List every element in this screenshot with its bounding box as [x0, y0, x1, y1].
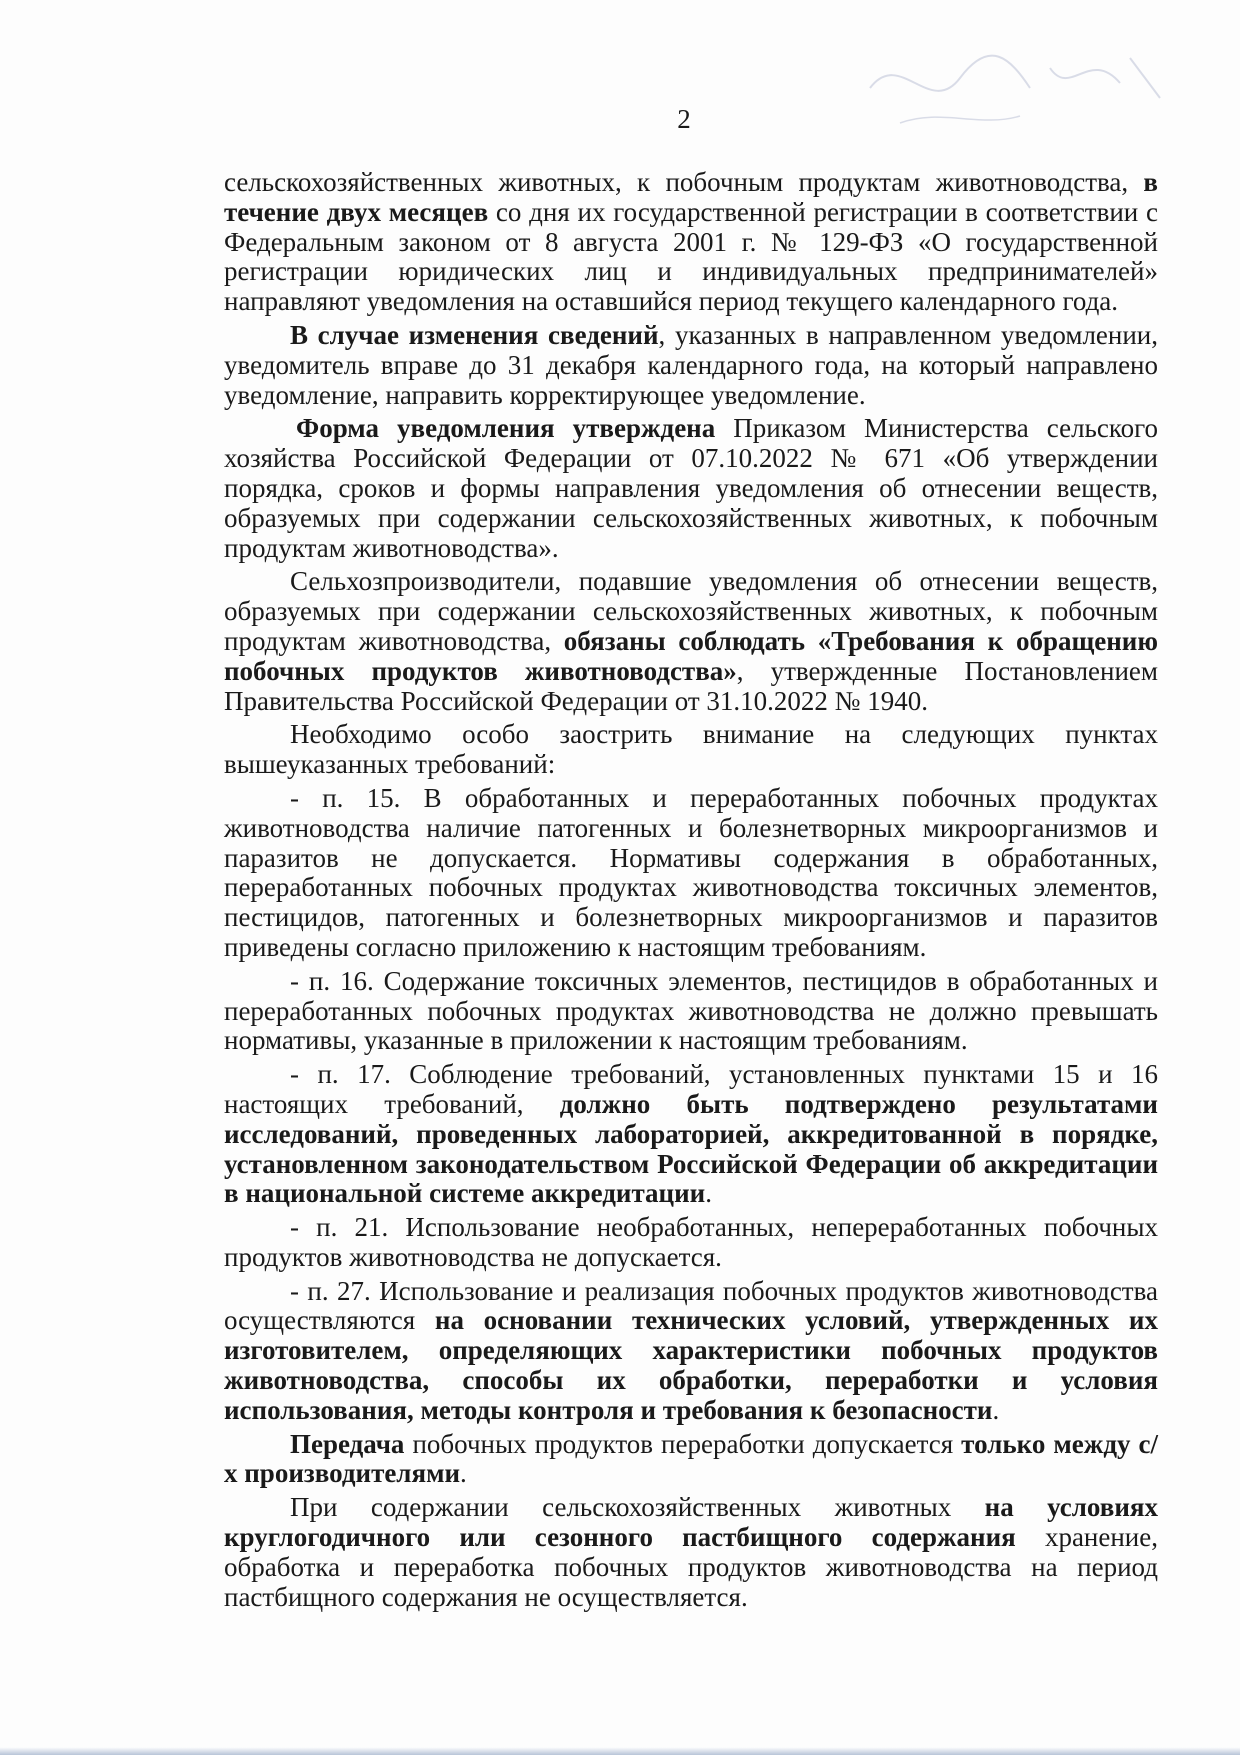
text-run: побочных продуктов переработки допускается: [404, 1428, 962, 1459]
text-run: Сельхозпроизводители, подавшие уведомления об отнесении веществ, образуемых при содержании сельскохозяйственных животных, к побочным продуктам животноводства,: [224, 566, 1158, 656]
document-body: [224, 168, 1158, 1616]
text-run: со дня их государственной регистрации в соответствии с Федеральным законом от 8 августа 2001 г. № 129-ФЗ «О государственной регистрации юридических лиц и индивидуальных предпринимателей» направляют уведомления на оставшийся период текущего календарного года.: [224, 196, 1158, 317]
text-run: , утвержденные Постановлением Правительства Российской Федерации от 31.10.2022 № 1940.: [224, 655, 1158, 716]
paragraph: [224, 321, 1158, 410]
bold-text: на основании технических условий, утвержденных их изготовителем, определяющих характеристики побочных продуктов животноводства, способы их обработки, переработки и условия использования, методы контроля и требования к безопасности: [224, 1305, 1158, 1425]
text-run: - п. 27. Использование и реализация побочных продуктов животноводства осуществляются: [224, 1275, 1158, 1336]
text-run: - п. 17. Соблюдение требований, установленных пунктами 15 и 16 настоящих требований,: [224, 1059, 1158, 1119]
bold-text: Передача: [290, 1428, 405, 1459]
paragraph: [224, 1060, 1158, 1209]
paragraph: [224, 567, 1158, 716]
text-run: Необходимо особо заострить внимание на следующих пунктах вышеуказанных требований:: [224, 719, 1158, 780]
bold-text: только между с/х производителями: [224, 1428, 1158, 1489]
text-run: - п. 16. Содержание токсичных элементов, пестицидов в обработанных и переработанных побочных продуктах животноводства не должно превышать нормативы, указанные в приложении к настоящим требованиям.: [224, 965, 1158, 1056]
paragraph: [224, 720, 1158, 780]
paragraph: [224, 1430, 1158, 1490]
bold-text: Форма уведомления утверждена: [296, 413, 716, 444]
paragraph: [224, 967, 1158, 1056]
bold-text: обязаны соблюдать «Требования к обращению побочных продуктов животноводства»: [224, 625, 1158, 686]
scan-edge: [0, 1747, 1240, 1755]
paragraph: [224, 1277, 1158, 1426]
text-run: .: [460, 1458, 467, 1489]
paragraph: [224, 168, 1158, 317]
text-run: - п. 15. В обработанных и переработанных побочных продуктах животноводства наличие патогенных и болезнетворных микроорганизмов и паразитов не допускается. Нормативы содержания в обработанных, переработанных побочных продуктах животноводства токсичных элементов, пестицидов, патогенных и болезнетворных микроорганизмов и паразитов приведены согласно приложению к настоящим требованиям.: [224, 782, 1158, 962]
paragraph: [224, 1493, 1158, 1612]
text-run: При содержании сельскохозяйственных животных: [290, 1492, 985, 1523]
paragraph: [224, 784, 1158, 963]
text-run: - п. 21. Использование необработанных, непереработанных побочных продуктов животноводства не допускается.: [224, 1212, 1158, 1272]
text-run: сельскохозяйственных животных, к побочным продуктам животноводства,: [224, 167, 1144, 197]
paragraph: [224, 414, 1158, 563]
bold-text: на условиях круглогодичного или сезонного пастбищного содержания: [224, 1492, 1158, 1553]
text-run: хранение, обработка и переработка побочных продуктов животноводства на период пастбищного содержания не осуществляется.: [224, 1522, 1158, 1612]
bold-text: должно быть подтверждено результатами исследований, проведенных лабораторией, аккредитованной в порядке, установленном законодательством Российской Федерации об аккредитации в национальной системе аккредитации: [224, 1088, 1158, 1209]
bold-text: в течение двух месяцев: [224, 167, 1158, 227]
page-number: 2: [677, 104, 691, 134]
text-run: , указанных в направленном уведомлении, уведомитель вправе до 31 декабря календарного года, на который направлено уведомление, направить корректирующее уведомление.: [224, 319, 1158, 410]
text-run: .: [992, 1394, 1000, 1425]
text-run: Приказом Министерства сельского хозяйства Российской Федерации от 07.10.2022 № 671 «Об утверждении порядка, сроков и формы направления уведомления об отнесении веществ, образуемых при содержании сельскохозяйственных животных, к побочным продуктам животноводства».: [224, 413, 1158, 563]
paragraph: [224, 1213, 1158, 1273]
text-run: .: [705, 1178, 712, 1209]
bold-text: В случае изменения сведений: [290, 319, 659, 350]
